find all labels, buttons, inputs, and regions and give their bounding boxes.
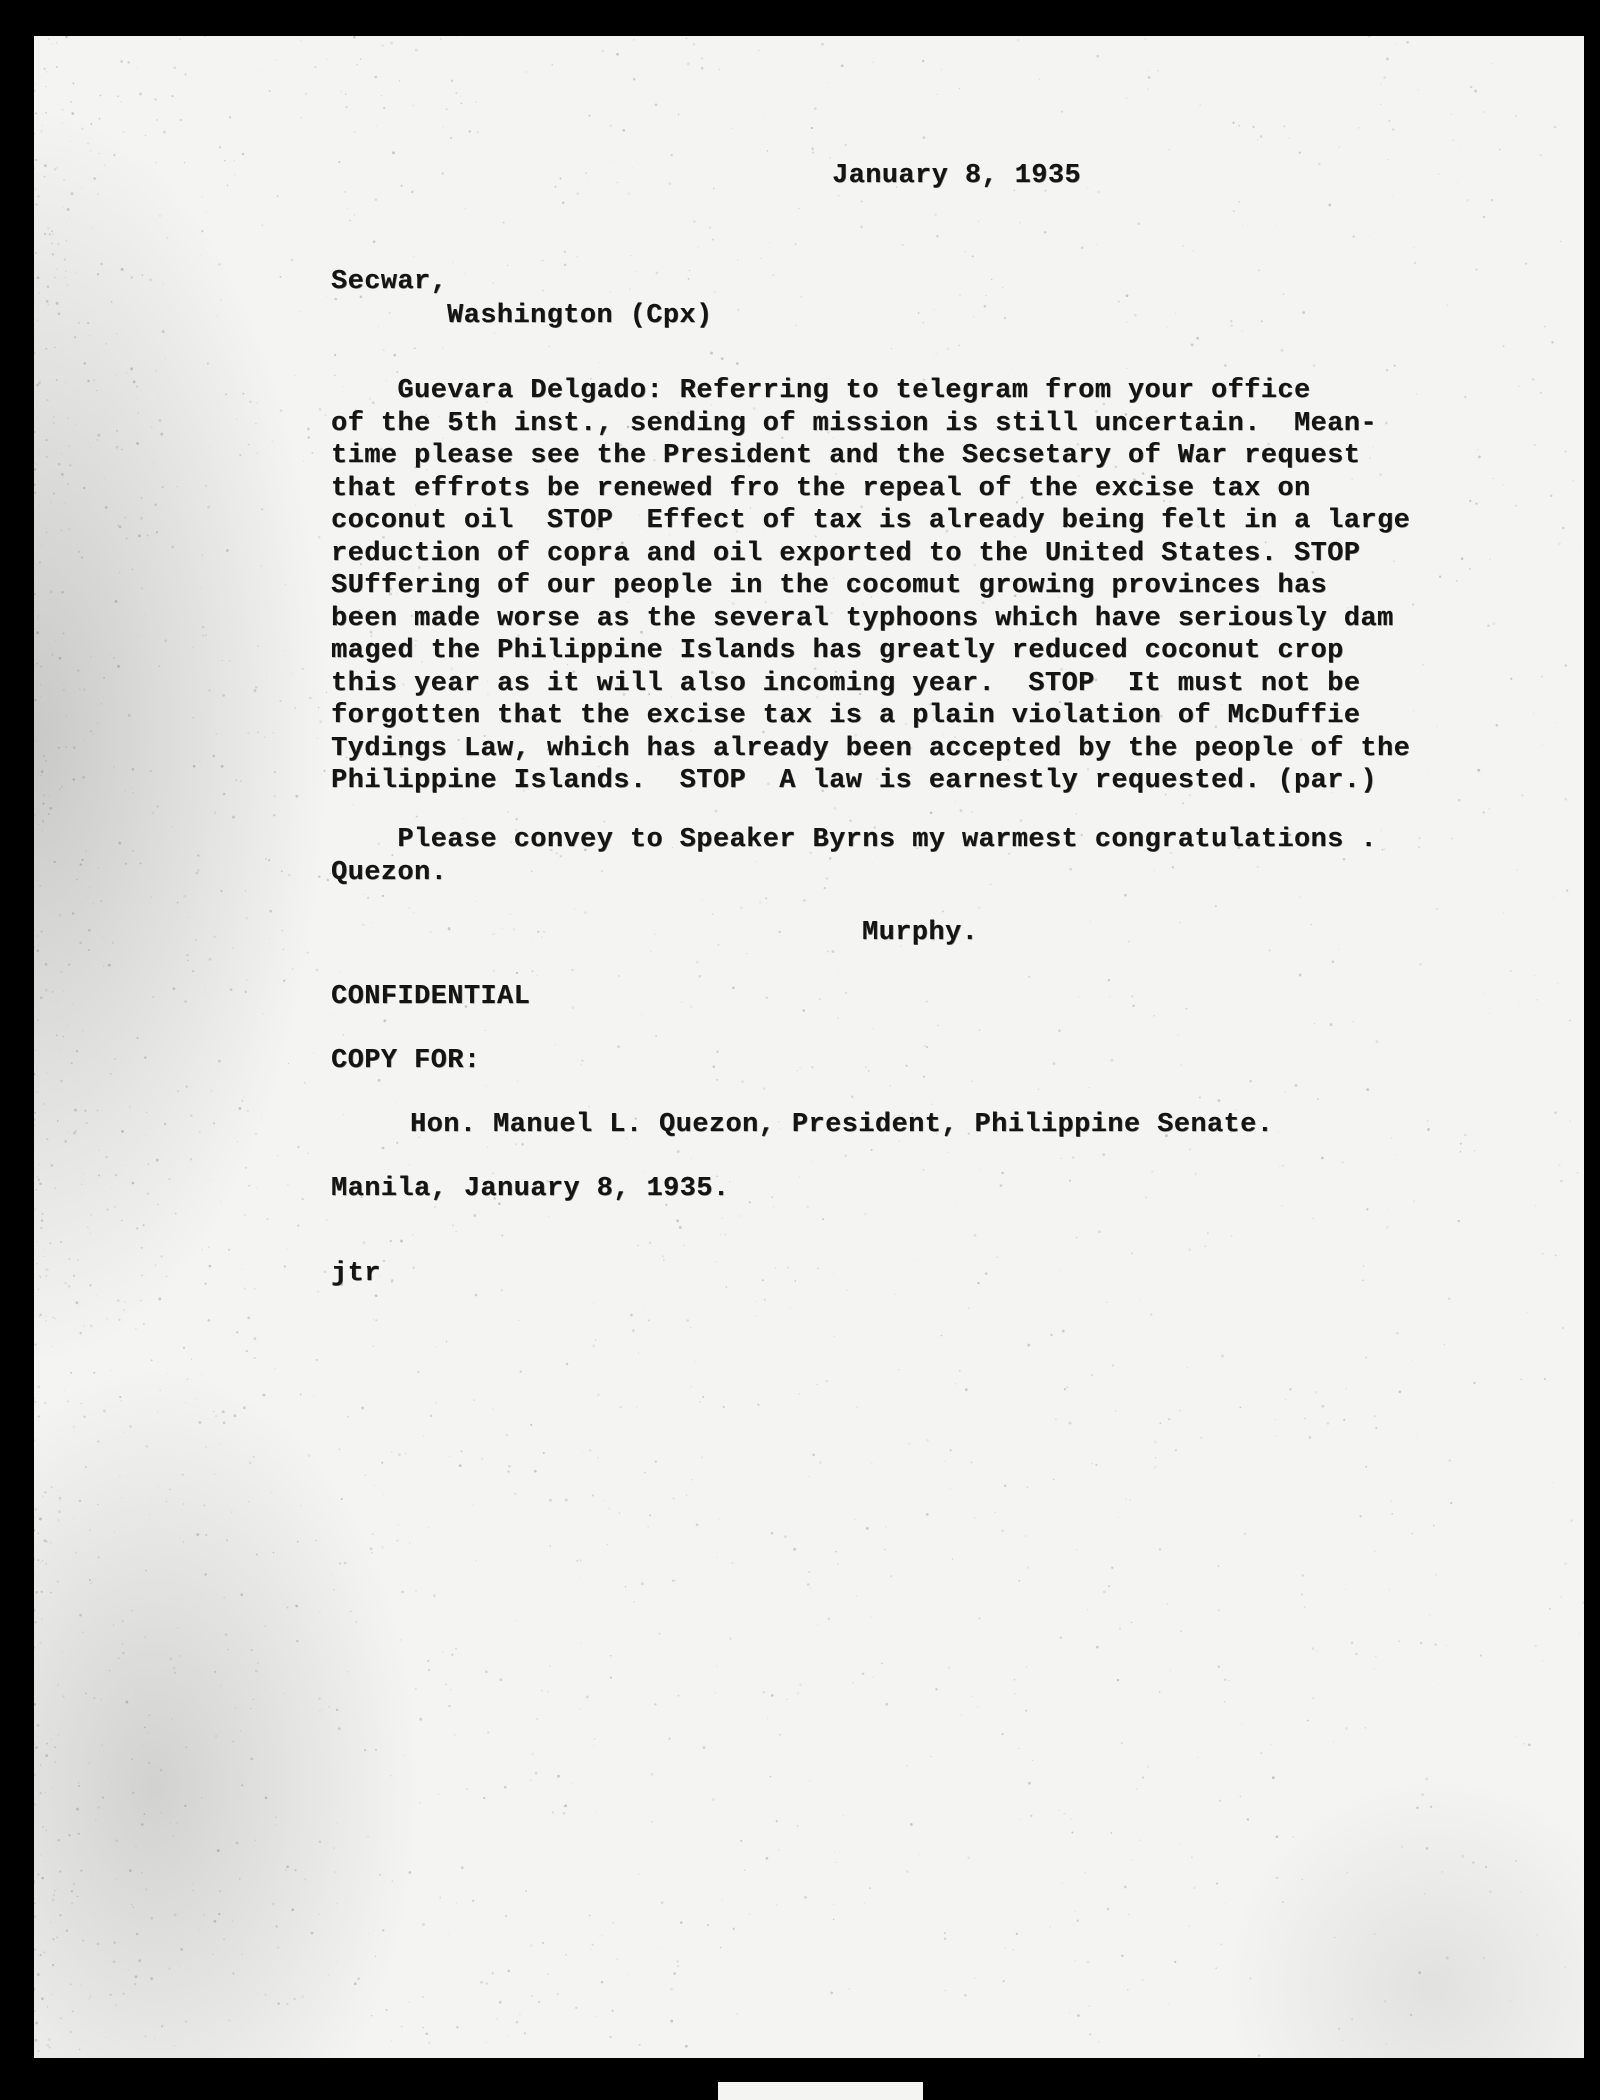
body-line: time please see the President and the Secsetary of War request	[331, 441, 1361, 471]
body-line: Philippine Islands. STOP A law is earnestly requested. (par.)	[331, 766, 1377, 796]
closing-line-1: Please convey to Speaker Byrns my warmest congratulations .	[331, 825, 1377, 855]
body-line: SUffering of our people in the cocomut growing provinces has	[331, 571, 1328, 601]
signature: Murphy.	[862, 918, 979, 948]
body-line: forgotten that the excise tax is a plain violation of McDuffie	[331, 701, 1361, 731]
document-page	[34, 36, 1584, 2058]
addressee-line-2: Washington (Cpx)	[447, 301, 713, 331]
addressee-line-1: Secwar,	[331, 267, 448, 297]
paper-speckle	[34, 36, 1584, 2058]
body-line: been made worse as the several typhoons which have seriously dam	[331, 603, 1394, 634]
message-body	[331, 375, 1441, 798]
body-line: that effrots be renewed fro the repeal of the excise tax on	[331, 473, 1311, 504]
body-line: this year as it will also incoming year. STOP It must not be	[331, 668, 1361, 699]
place-date: Manila, January 8, 1935.	[331, 1174, 730, 1204]
body-line: Tydings Law, which has already been accepted by the people of the	[331, 733, 1411, 764]
copy-recipient: Hon. Manuel L. Quezon, President, Philippine Senate.	[410, 1110, 1274, 1140]
copy-for-label: COPY FOR:	[331, 1046, 481, 1076]
typist-initials: jtr	[331, 1259, 381, 1289]
closing-line-2: Quezon.	[331, 858, 448, 888]
classification-label: CONFIDENTIAL	[331, 982, 531, 1012]
body-line: coconut oil STOP Effect of tax is already being felt in a large	[331, 506, 1411, 536]
body-line: of the 5th inst., sending of mission is still uncertain. Mean-	[331, 408, 1377, 439]
letter-date: January 8, 1935	[832, 161, 1082, 191]
body-line: Guevara Delgado: Referring to telegram from your office	[331, 376, 1311, 406]
film-edge-label-strip	[718, 2082, 923, 2100]
body-line: reduction of copra and oil exported to the United States. STOP	[331, 538, 1361, 569]
body-line: maged the Philippine Islands has greatly reduced coconut crop	[331, 636, 1344, 666]
